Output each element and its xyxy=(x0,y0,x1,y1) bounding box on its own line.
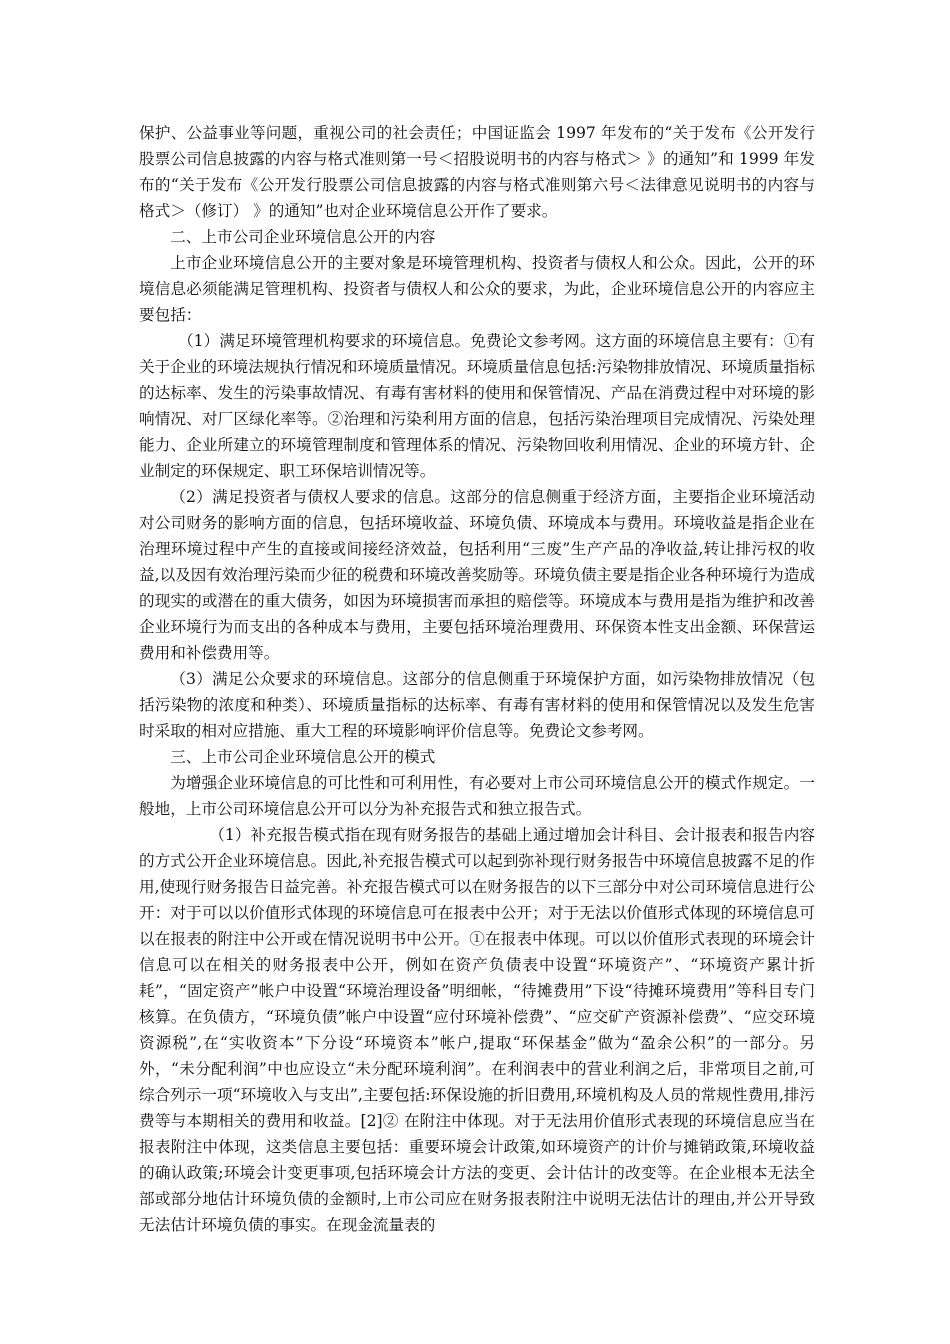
document-body xyxy=(139,120,815,1238)
paragraph-disclosure-modes: 为增强企业环境信息的可比性和可利用性，有必要对上市公司环境信息公开的模式作规定。一般地，上市公司环境信息公开可以分为补充报告式和独立报告式。 xyxy=(139,774,815,818)
paragraph-item-3-public: （3）满足公众要求的环境信息。这部分的信息侧重于环境保护方面，如污染物排放情况（包括污染物的浓度和种类）、环境质量指标的达标率、有毒有害材料的使用和保管情况以及发生危害时采取的相对应措施、重大工程的环境影响评价信息等。免费论文参考网。 xyxy=(139,670,815,740)
paragraph-item-1-regulators: （1）满足环境管理机构要求的环境信息。免费论文参考网。这方面的环境信息主要有：①有关于企业的环境法规执行情况和环境质量情况。环境质量信息包括:污染物排放情况、环境质量指标的达标率、发生的污染事故情况、有毒有害材料的使用和保管情况、产品在消费过程中对环境的影响情况、对厂区绿化率等。②治理和污染利用方面的信息，包括污染治理项目完成情况、污染处理能力、企业所建立的环境管理制度和管理体系的情况、污染物回收利用情况、企业的环境方针、企业制定的环保规定、职工环保培训情况等。 xyxy=(139,332,815,480)
paragraph-item-2-investors: （2）满足投资者与债权人要求的信息。这部分的信息侧重于经济方面，主要指企业环境活动对公司财务的影响方面的信息，包括环境收益、环境负债、环境成本与费用。环境收益是指企业在治理环境过程中产生的直接或间接经济效益，包括利用“三废”生产产品的净收益,转让排污权的收益,以及因有效治理污染而少征的税费和环境改善奖励等。环境负债主要是指企业各种环境行为造成的现实的或潜在的重大债务，如因为环境损害而承担的赔偿等。环境成本与费用是指为维护和改善企业环境行为而支出的各种成本与费用，主要包括环境治理费用、环保资本性支出金额、环保营运费用和补偿费用等。 xyxy=(139,488,815,662)
paragraph-disclosure-targets: 上市企业环境信息公开的主要对象是环境管理机构、投资者与债权人和公众。因此，公开的环境信息必须能满足管理机构、投资者与债权人和公众的要求，为此，企业环境信息公开的内容应主要包括： xyxy=(139,254,815,324)
paragraph-supplementary-mode: （1）补充报告模式指在现有财务报告的基础上通过增加会计科目、会计报表和报告内容的方式公开企业环境信息。因此,补充报告模式可以起到弥补现行财务报告中环境信息披露不足的作用,使现行财务报告日益完善。补充报告模式可以在财务报告的以下三部分中对公司环境信息进行公开：对于可以以价值形式体现的环境信息可在报表中公开；对于无法以价值形式体现的环境信息可以在报表的附注中公开或在情况说明书中公开。①在报表中体现。可以以价值形式表现的环境会计信息可以在相关的财务报表中公开，例如在资产负债表中设置“环境资产”、“环境资产累计折耗”，“固定资产”帐户中设置“环境治理设备”明细帐，“待摊费用”下设“待摊环境费用”等科目专门核算。在负债方，“环境负债”帐户中设置“应付环境补偿费”、“应交矿产资源补偿费”、“应交环境资源税”,在“实收资本”下分设“环境资本”帐户,提取“环保基金”做为“盈余公积”的一部分。另外，“未分配利润”中也应设立“未分配环境利润”。在利润表中的营业利润之后，非常项目之前,可综合列示一项“环境收入与支出”,主要包括:环保设施的折旧费用,环境机构及人员的常规性费用,排污费等与本期相关的费用和收益。[2]② 在附注中体现。对于无法用价值形式表现的环境信息应当在报表附注中体现，这类信息主要包括：重要环境会计政策,如环境资产的计价与摊销政策,环境收益的确认政策;环境会计变更事项,包括环境会计方法的变更、会计估计的改变等。在企业根本无法全部或部分地估计环境负债的金额时,上市公司应在财务报表附注中说明无法估计的理由,并公开导致无法估计环境负债的事实。在现金流量表的 xyxy=(139,826,815,1234)
paragraph-intro-continuation: 保护、公益事业等问题，重视公司的社会责任；中国证监会 1997 年发布的“关于发布《公开发行股票公司信息披露的内容与格式准则第一号＜招股说明书的内容与格式＞ 》的通知”和 1999 年发布的“关于发布《公开发行股票公司信息披露的内容与格式准则第六号＜法律意见说明书的内容与格式＞（修订） 》的通知”也对企业环境信息公开作了要求。 xyxy=(139,124,815,220)
section-heading-2: 二、上市公司企业环境信息公开的内容 xyxy=(170,228,436,246)
section-heading-3: 三、上市公司企业环境信息公开的模式 xyxy=(170,748,436,766)
